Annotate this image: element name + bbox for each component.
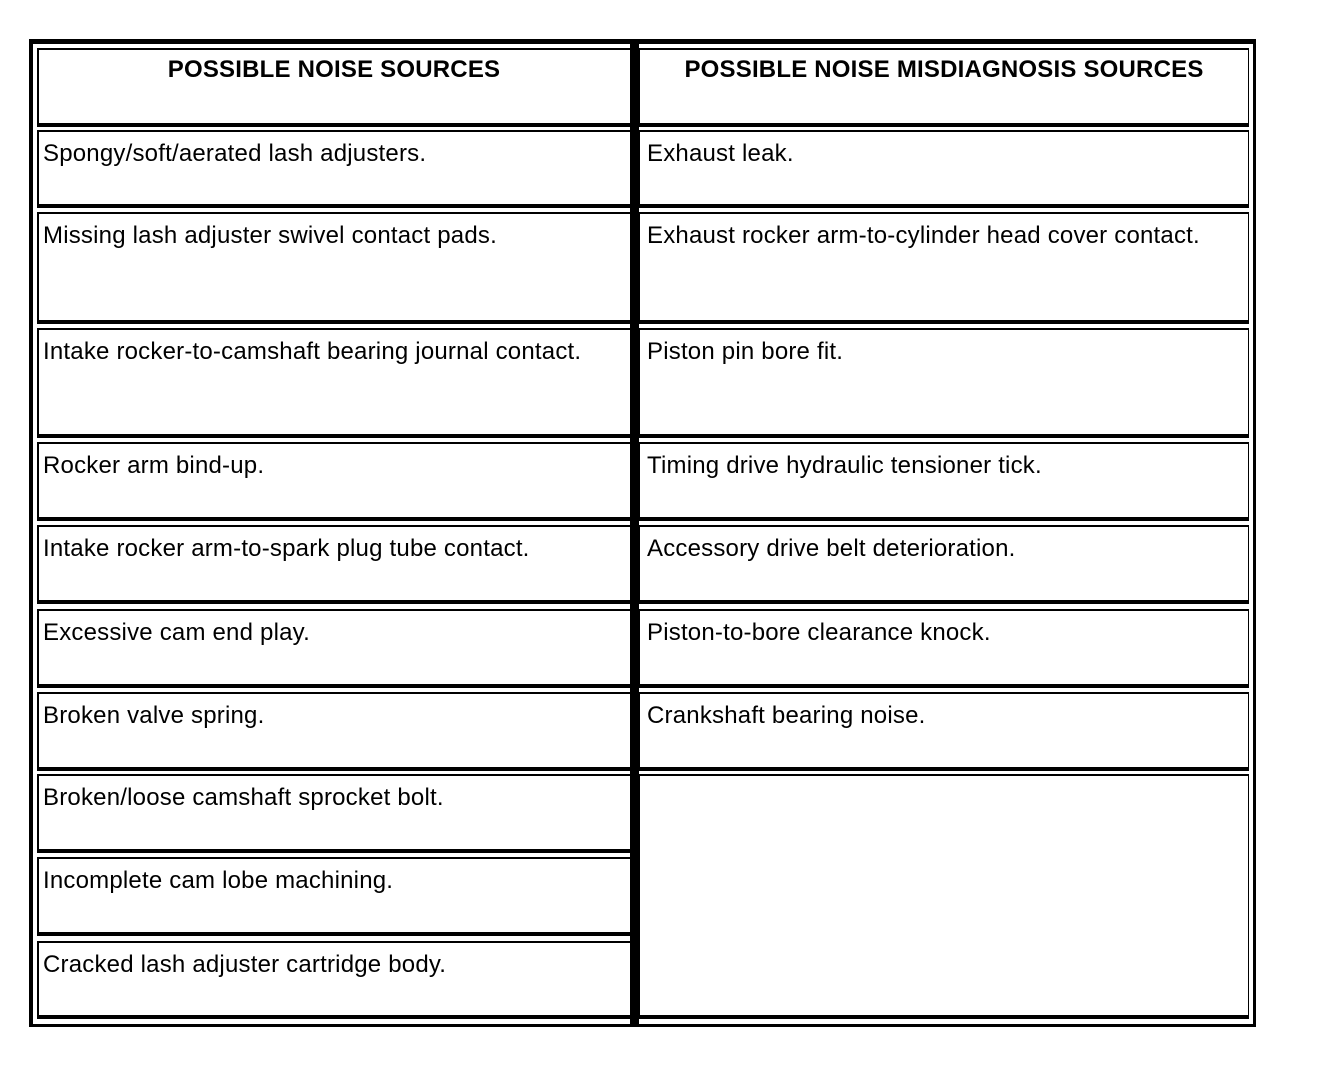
misdiagnosis-source-cell: Exhaust rocker arm-to-cylinder head cover contact.	[638, 212, 1249, 324]
noise-source-cell: Rocker arm bind-up.	[37, 442, 632, 521]
noise-source-cell: Cracked lash adjuster cartridge body.	[37, 941, 632, 1019]
header-misdiagnosis-sources: POSSIBLE NOISE MISDIAGNOSIS SOURCES	[638, 48, 1249, 127]
noise-source-cell: Intake rocker arm-to-spark plug tube contact.	[37, 525, 632, 604]
noise-source-cell: Broken/loose camshaft sprocket bolt.	[37, 774, 632, 853]
misdiagnosis-source-cell: Crankshaft bearing noise.	[638, 692, 1249, 771]
noise-source-cell: Intake rocker-to-camshaft bearing journal contact.	[37, 328, 632, 438]
misdiagnosis-source-cell: Timing drive hydraulic tensioner tick.	[638, 442, 1249, 521]
noise-source-cell: Spongy/soft/aerated lash adjusters.	[37, 130, 632, 208]
misdiagnosis-source-cell: Piston-to-bore clearance knock.	[638, 609, 1249, 688]
misdiagnosis-source-cell: Exhaust leak.	[638, 130, 1249, 208]
noise-source-cell: Broken valve spring.	[37, 692, 632, 771]
misdiagnosis-source-cell: Accessory drive belt deterioration.	[638, 525, 1249, 604]
noise-source-cell: Incomplete cam lobe machining.	[37, 857, 632, 936]
header-noise-sources: POSSIBLE NOISE SOURCES	[37, 48, 632, 127]
noise-source-cell: Missing lash adjuster swivel contact pads.	[37, 212, 632, 324]
noise-source-cell: Excessive cam end play.	[37, 609, 632, 688]
misdiagnosis-source-cell: Piston pin bore fit.	[638, 328, 1249, 438]
empty-cell	[638, 774, 1249, 1019]
